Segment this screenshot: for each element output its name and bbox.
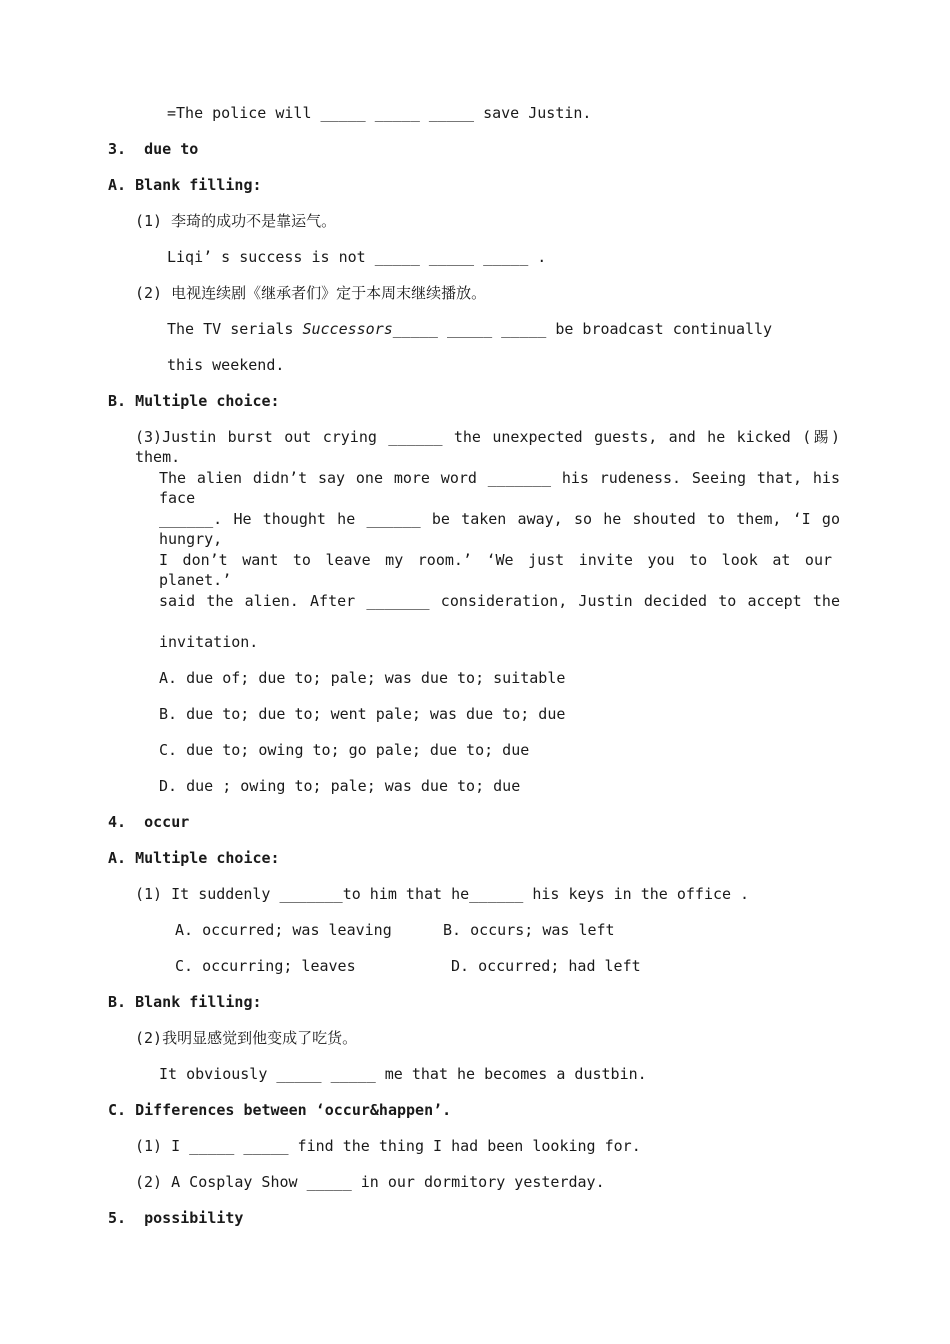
subheading-multiple-choice: B. Multiple choice: bbox=[108, 392, 280, 410]
question-2-english bbox=[167, 319, 772, 339]
question-1-english: Liqi’ s success is not _____ _____ _____ . bbox=[167, 248, 547, 266]
subheading-multiple-choice-2: A. Multiple choice: bbox=[108, 849, 280, 867]
subheading-blank-filling: A. Blank filling: bbox=[108, 176, 262, 194]
occur-question-2-chinese: (2)我明显感觉到他变成了吃货。 bbox=[135, 1029, 358, 1047]
occur-question-1: (1) It suddenly _______to him that he______ his keys in the office . bbox=[135, 885, 750, 903]
occur-option-c: C. occurring; leaves bbox=[175, 957, 356, 975]
occur-option-d: D. occurred; had left bbox=[451, 957, 641, 975]
occur-option-b: B. occurs; was left bbox=[443, 921, 615, 939]
option-d: D. due ; owing to; pale; was due to; due bbox=[159, 777, 521, 795]
passage-line-1: (3)Justin burst out crying ______ the unexpected guests, and he kicked (踢) them. bbox=[135, 428, 840, 466]
section-heading-possibility: 5. possibility bbox=[108, 1209, 244, 1227]
passage-line-3: ______. He thought he ______ be taken away, so he shouted to them, ‘I go hungry, bbox=[159, 510, 840, 548]
option-a: A. due of; due to; pale; was due to; suitable bbox=[159, 669, 566, 687]
passage-line-4: I don’t want to leave my room.’ ‘We just invite you to look at our planet.’ bbox=[159, 551, 832, 589]
question-1-chinese: (1) 李琦的成功不是靠运气。 bbox=[135, 212, 337, 230]
question-2-part-c: _____ _____ _____ be broadcast continually bbox=[392, 320, 773, 338]
section-heading-occur: 4. occur bbox=[108, 813, 190, 831]
passage-line-5: said the alien. After _______ consideration, Justin decided to accept the bbox=[159, 592, 840, 610]
occur-question-2-english: It obviously _____ _____ me that he becomes a dustbin. bbox=[159, 1065, 647, 1083]
question-2-continuation: this weekend. bbox=[167, 356, 285, 374]
difference-question-1: (1) I _____ _____ find the thing I had been looking for. bbox=[135, 1137, 641, 1155]
subheading-blank-filling-2: B. Blank filling: bbox=[108, 993, 262, 1011]
subheading-differences: C. Differences between ‘occur&happen’. bbox=[108, 1101, 452, 1119]
question-2-chinese: (2) 电视连续剧《继承者们》定于本周末继续播放。 bbox=[135, 284, 487, 302]
rewrite-sentence: =The police will _____ _____ _____ save Justin. bbox=[167, 104, 592, 122]
difference-question-2: (2) A Cosplay Show _____ in our dormitory yesterday. bbox=[135, 1173, 605, 1191]
successors-title: Successors bbox=[302, 320, 393, 338]
passage-line-6: invitation. bbox=[159, 633, 259, 651]
option-b: B. due to; due to; went pale; was due to; due bbox=[159, 705, 566, 723]
occur-option-a: A. occurred; was leaving bbox=[175, 921, 392, 939]
option-c: C. due to; owing to; go pale; due to; due bbox=[159, 741, 530, 759]
section-heading-due-to: 3. due to bbox=[108, 140, 199, 158]
passage-line-2: The alien didn’t say one more word _______ his rudeness. Seeing that, his face bbox=[159, 469, 840, 507]
question-2-part-a: The TV serials bbox=[167, 320, 303, 338]
